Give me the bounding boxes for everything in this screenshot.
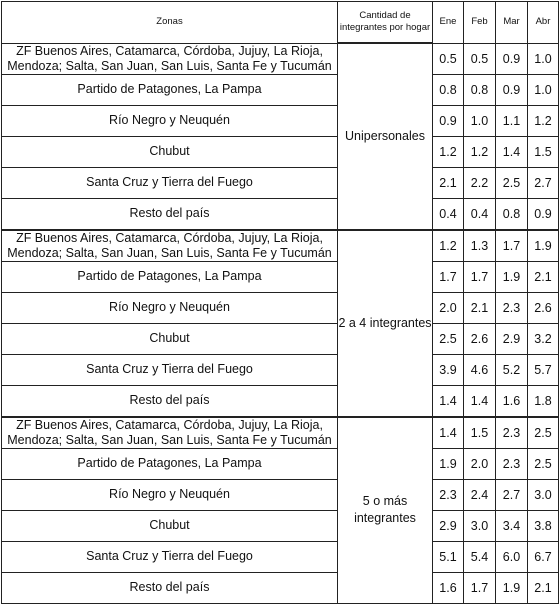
zona-cell: Chubut — [2, 323, 338, 354]
value-cell-feb: 2.4 — [464, 479, 496, 510]
value-cell-feb: 1.7 — [464, 572, 496, 603]
value-cell-abr: 3.2 — [528, 323, 559, 354]
value-cell-feb: 2.6 — [464, 323, 496, 354]
household-group-cell: 5 o más integrantes — [338, 417, 433, 604]
zona-cell: Santa Cruz y Tierra del Fuego — [2, 167, 338, 198]
table-row — [2, 136, 559, 167]
value-cell-mar: 0.9 — [496, 43, 528, 74]
value-cell-mar: 2.3 — [496, 448, 528, 479]
zona-cell: Resto del país — [2, 572, 338, 603]
value-cell-abr: 3.0 — [528, 479, 559, 510]
table-row — [2, 572, 559, 603]
zona-cell: ZF Buenos Aires, Catamarca, Córdoba, Jujuy, La Rioja, Mendoza; Salta, San Juan, San Luis, Santa Fe y Tucumán — [2, 230, 338, 262]
table-row — [2, 510, 559, 541]
zona-cell: Partido de Patagones, La Pampa — [2, 74, 338, 105]
table-row — [2, 292, 559, 323]
table-row — [2, 541, 559, 572]
value-cell-abr: 6.7 — [528, 541, 559, 572]
value-cell-mar: 5.2 — [496, 354, 528, 385]
header-abr: Abr — [528, 2, 559, 44]
table-row — [2, 417, 559, 449]
value-cell-feb: 2.2 — [464, 167, 496, 198]
header-cantidad: Cantidad de integrantes por hogar — [338, 2, 433, 44]
value-cell-mar: 0.9 — [496, 74, 528, 105]
value-cell-abr: 3.8 — [528, 510, 559, 541]
value-cell-abr: 1.9 — [528, 230, 559, 262]
value-cell-abr: 2.1 — [528, 572, 559, 603]
zona-cell: Resto del país — [2, 385, 338, 417]
value-cell-feb: 2.1 — [464, 292, 496, 323]
header-row — [2, 2, 559, 44]
value-cell-feb: 3.0 — [464, 510, 496, 541]
value-cell-ene: 2.0 — [433, 292, 464, 323]
household-group-cell: Unipersonales — [338, 43, 433, 230]
value-cell-abr: 5.7 — [528, 354, 559, 385]
value-cell-mar: 6.0 — [496, 541, 528, 572]
value-cell-ene: 1.2 — [433, 230, 464, 262]
header-zonas: Zonas — [2, 2, 338, 44]
zona-cell: Santa Cruz y Tierra del Fuego — [2, 354, 338, 385]
value-cell-feb: 1.4 — [464, 385, 496, 417]
table-row — [2, 105, 559, 136]
table-row — [2, 385, 559, 417]
value-cell-mar: 2.3 — [496, 417, 528, 449]
value-cell-ene: 2.9 — [433, 510, 464, 541]
value-cell-mar: 2.7 — [496, 479, 528, 510]
zona-cell: Río Negro y Neuquén — [2, 479, 338, 510]
value-cell-mar: 1.7 — [496, 230, 528, 262]
zona-cell: Partido de Patagones, La Pampa — [2, 448, 338, 479]
table-body — [2, 43, 559, 603]
value-cell-ene: 1.2 — [433, 136, 464, 167]
value-cell-ene: 1.6 — [433, 572, 464, 603]
table-row — [2, 167, 559, 198]
value-cell-ene: 0.4 — [433, 198, 464, 230]
value-cell-feb: 1.7 — [464, 261, 496, 292]
table-row — [2, 479, 559, 510]
zona-cell: Partido de Patagones, La Pampa — [2, 261, 338, 292]
zona-cell: ZF Buenos Aires, Catamarca, Córdoba, Jujuy, La Rioja, Mendoza; Salta, San Juan, San Luis, Santa Fe y Tucumán — [2, 43, 338, 74]
table-row — [2, 198, 559, 230]
value-cell-mar: 2.9 — [496, 323, 528, 354]
tariff-table — [1, 1, 559, 604]
zona-cell: Río Negro y Neuquén — [2, 105, 338, 136]
value-cell-feb: 1.2 — [464, 136, 496, 167]
value-cell-mar: 2.5 — [496, 167, 528, 198]
value-cell-ene: 1.4 — [433, 385, 464, 417]
zona-cell: Chubut — [2, 136, 338, 167]
zona-cell: Chubut — [2, 510, 338, 541]
value-cell-abr: 0.9 — [528, 198, 559, 230]
value-cell-abr: 2.6 — [528, 292, 559, 323]
value-cell-feb: 5.4 — [464, 541, 496, 572]
value-cell-mar: 1.6 — [496, 385, 528, 417]
value-cell-ene: 0.9 — [433, 105, 464, 136]
value-cell-feb: 1.5 — [464, 417, 496, 449]
value-cell-mar: 1.1 — [496, 105, 528, 136]
table-row — [2, 261, 559, 292]
header-feb: Feb — [464, 2, 496, 44]
value-cell-feb: 1.0 — [464, 105, 496, 136]
value-cell-feb: 0.8 — [464, 74, 496, 105]
value-cell-ene: 1.4 — [433, 417, 464, 449]
value-cell-mar: 0.8 — [496, 198, 528, 230]
value-cell-abr: 1.0 — [528, 43, 559, 74]
header-mar: Mar — [496, 2, 528, 44]
table-row — [2, 354, 559, 385]
value-cell-feb: 1.3 — [464, 230, 496, 262]
value-cell-feb: 0.4 — [464, 198, 496, 230]
value-cell-mar: 1.9 — [496, 261, 528, 292]
table-row — [2, 74, 559, 105]
value-cell-ene: 2.3 — [433, 479, 464, 510]
zona-cell: Resto del país — [2, 198, 338, 230]
value-cell-ene: 0.5 — [433, 43, 464, 74]
value-cell-feb: 2.0 — [464, 448, 496, 479]
value-cell-ene: 1.9 — [433, 448, 464, 479]
zona-cell: ZF Buenos Aires, Catamarca, Córdoba, Jujuy, La Rioja, Mendoza; Salta, San Juan, San Luis, Santa Fe y Tucumán — [2, 417, 338, 449]
value-cell-feb: 0.5 — [464, 43, 496, 74]
value-cell-mar: 3.4 — [496, 510, 528, 541]
table-row — [2, 43, 559, 74]
table-row — [2, 230, 559, 262]
value-cell-abr: 2.1 — [528, 261, 559, 292]
value-cell-abr: 2.5 — [528, 417, 559, 449]
value-cell-ene: 5.1 — [433, 541, 464, 572]
value-cell-mar: 1.4 — [496, 136, 528, 167]
value-cell-ene: 2.5 — [433, 323, 464, 354]
value-cell-mar: 2.3 — [496, 292, 528, 323]
value-cell-abr: 1.5 — [528, 136, 559, 167]
value-cell-mar: 1.9 — [496, 572, 528, 603]
household-group-cell: 2 a 4 integrantes — [338, 230, 433, 417]
value-cell-abr: 1.8 — [528, 385, 559, 417]
value-cell-ene: 3.9 — [433, 354, 464, 385]
table-row — [2, 448, 559, 479]
table-row — [2, 323, 559, 354]
value-cell-ene: 0.8 — [433, 74, 464, 105]
zona-cell: Santa Cruz y Tierra del Fuego — [2, 541, 338, 572]
value-cell-ene: 2.1 — [433, 167, 464, 198]
value-cell-abr: 1.0 — [528, 74, 559, 105]
value-cell-abr: 2.5 — [528, 448, 559, 479]
value-cell-ene: 1.7 — [433, 261, 464, 292]
value-cell-abr: 1.2 — [528, 105, 559, 136]
zona-cell: Río Negro y Neuquén — [2, 292, 338, 323]
value-cell-abr: 2.7 — [528, 167, 559, 198]
value-cell-feb: 4.6 — [464, 354, 496, 385]
header-ene: Ene — [433, 2, 464, 44]
